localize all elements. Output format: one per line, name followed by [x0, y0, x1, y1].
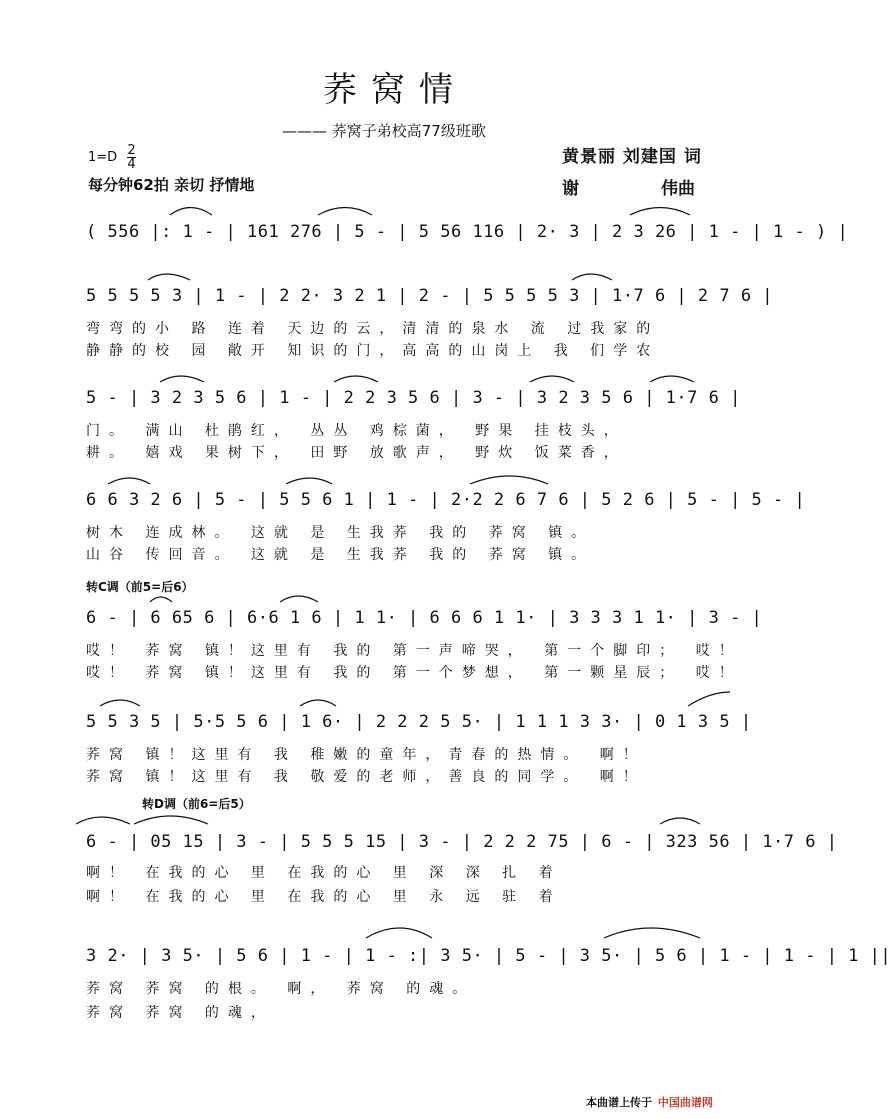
slur-mark [688, 692, 730, 706]
score-row-4-lyric-1: 树木 连成林。 这就 是 生我荞 我的 荞窝 镇。 [86, 525, 595, 541]
score-row-5-notes: 6 - | 6 65 6 | 6·6 1 6 | 1 1· | 6 6 6 1 1· | 3 3 3 1 1· | 3 - | [86, 608, 763, 628]
slur-mark [530, 376, 574, 382]
score-row-2-lyric-2: 静静的校 园 敞开 知识的门，高高的山岗上 我 们学农 [86, 343, 660, 359]
score-row-8-lyric-1: 荞窝 荞窝 的根。 啊， 荞窝 的魂。 [86, 981, 476, 997]
time-signature-bottom: 4 [127, 157, 136, 172]
score-row-4-notes: 6 6 3 2 6 | 5 - | 5 5 6 1 | 1 - | 2·2 2 6 7 6 | 5 2 6 | 5 - | 5 - | [86, 490, 806, 510]
score-row-5-lyric-1: 哎！ 荞窝 镇！这里有 我的 第一声啼哭， 第一个脚印； 哎！ [86, 643, 742, 659]
score-row-5-lyric-2: 哎！ 荞窝 镇！这里有 我的 第一个梦想， 第一颗星辰； 哎！ [86, 665, 742, 681]
time-signature-top: 2 [127, 143, 136, 158]
score-row-6-notes: 5 5 3 5 | 5·5 5 6 | 1 6· | 2 2 2 5 5· | 1 1 1 3 3· | 0 1 3 5 | [86, 712, 752, 732]
score-row-6-lyric-1: 荞窝 镇！这里有 我 稚嫩的童年，青春的热情。 啊！ [86, 747, 646, 763]
slur-mark [650, 376, 694, 382]
slur-mark [148, 274, 190, 280]
score-row-1-notes: ( 556 |: 1 - | 161 276 | 5 - | 5 56 116 | 2· 3 | 2 3 26 | 1 - | 1 - ) | [86, 222, 849, 242]
composer-credit-b: 伟曲 [661, 179, 695, 199]
slur-mark [366, 928, 432, 938]
modulation-marking-d: 转D调（前6=后5） [142, 797, 251, 811]
score-row-3-lyric-2: 耕。 嬉戏 果树下， 田野 放歌声， 野炊 饭菜香， [86, 445, 627, 461]
modulation-marking-c: 转C调（前5=后6） [86, 580, 194, 594]
slur-mark [108, 478, 150, 484]
slur-mark [604, 928, 700, 938]
score-row-4-lyric-2: 山谷 传回音。 这就 是 生我荞 我的 荞窝 镇。 [86, 547, 595, 563]
slur-mark [300, 700, 336, 706]
composer-credit-a: 谢 [562, 179, 579, 199]
slur-mark [160, 376, 204, 382]
score-row-6-lyric-2: 荞窝 镇！这里有 我 敬爱的老师，善良的同学。 啊！ [86, 769, 646, 785]
score-row-3-lyric-1: 门。 满山 杜鹃红， 丛丛 鸡棕菌， 野果 挂枝头， [86, 423, 627, 439]
slur-mark [572, 274, 612, 280]
footer-brand: 中国曲谱网 [657, 1096, 713, 1109]
score-row-8-notes: 3 2· | 3 5· | 5 6 | 1 - | 1 - :| 3 5· | 5 - | 3 5· | 5 6 | 1 - | 1 - | 1 || [86, 946, 891, 966]
score-row-7-notes: 6 - | 05 15 | 3 - | 5 5 5 15 | 3 - | 2 2 2 75 | 6 - | 323 56 | 1·7 6 | [86, 832, 838, 852]
slur-mark [134, 816, 208, 824]
slur-mark [660, 818, 700, 824]
slur-mark [150, 597, 172, 602]
score-row-8-lyric-2: 荞窝 荞窝 的魂， [86, 1005, 274, 1021]
slur-mark [630, 208, 690, 216]
slur-mark [318, 208, 372, 216]
song-subtitle: ——— 荞窝子弟校高77级班歌 [282, 122, 486, 140]
score-row-7-lyric-2: 啊！ 在我的心 里 在我的心 里 永 远 驻 着 [86, 889, 562, 905]
key-label: 1=D [88, 150, 118, 165]
score-row-2-lyric-1: 弯弯的小 路 连着 天边的云，清清的泉水 流 过我家的 [86, 321, 660, 337]
lyricist-credit: 黄景丽 刘建国 词 [562, 147, 702, 167]
footer-credit [586, 1094, 713, 1110]
slur-mark [334, 376, 378, 382]
score-row-2-notes: 5 5 5 5 3 | 1 - | 2 2· 3 2 1 | 2 - | 5 5 5 5 3 | 1·7 6 | 2 7 6 | [86, 286, 774, 306]
footer-text: 本曲谱上传于 [586, 1096, 652, 1109]
slur-mark [470, 476, 548, 484]
slur-mark [280, 596, 318, 602]
score-row-7-lyric-1: 啊！ 在我的心 里 在我的心 里 深 深 扎 着 [86, 865, 562, 881]
slur-mark [286, 478, 332, 484]
slur-mark [100, 700, 140, 706]
slur-mark [76, 817, 130, 824]
song-title: 荞窝情 [323, 70, 467, 110]
score-row-3-notes: 5 - | 3 2 3 5 6 | 1 - | 2 2 3 5 6 | 3 - | 3 2 3 5 6 | 1·7 6 | [86, 388, 741, 408]
tempo-marking: 每分钟62拍 亲切 抒情地 [88, 176, 255, 194]
slur-mark [170, 208, 212, 216]
